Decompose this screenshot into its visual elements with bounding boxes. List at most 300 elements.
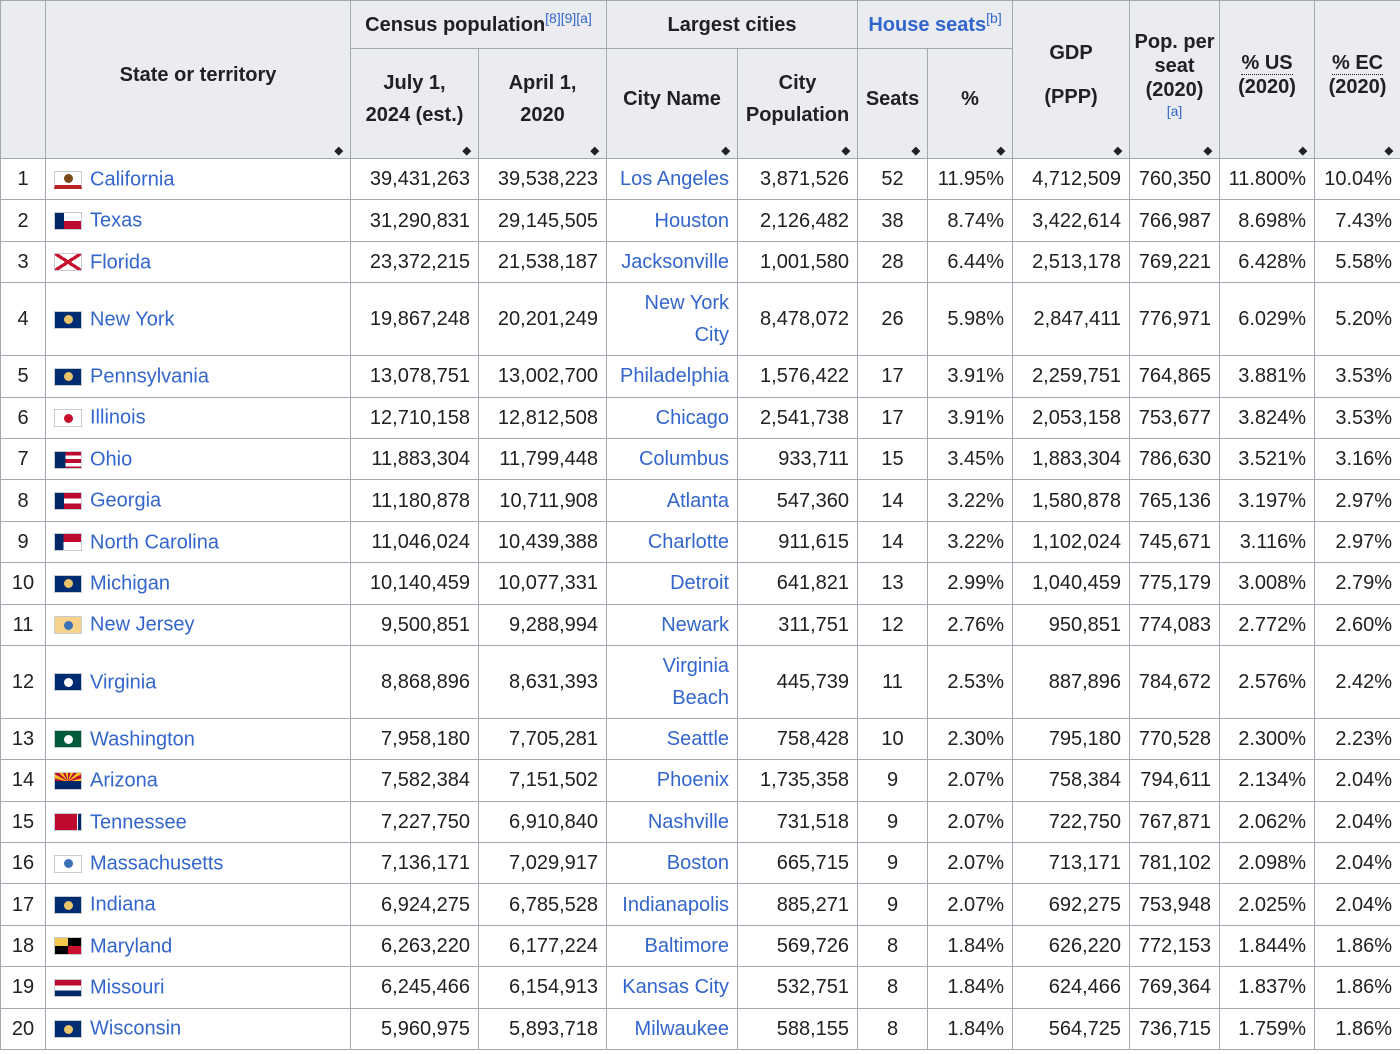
pop-2024-line1: July 1, (383, 71, 446, 94)
city-name-cell (607, 438, 738, 479)
sort-icon[interactable]: ◆ (462, 145, 471, 157)
pct-us-year: (2020) (1238, 75, 1296, 98)
seats-cell: 17 (858, 397, 928, 438)
pct-ec-cell: 2.04% (1315, 801, 1400, 842)
rank-cell: 1 (1, 159, 46, 200)
city-name-cell (607, 718, 738, 759)
city-population-cell: 588,155 (738, 1008, 858, 1049)
seats-header[interactable] (858, 49, 928, 159)
rank-cell: 19 (1, 967, 46, 1008)
city-link[interactable]: Houston (654, 209, 730, 232)
state-cell (46, 159, 351, 200)
state-cell (46, 200, 351, 241)
gdp-cell: 2,259,751 (1013, 356, 1130, 397)
pct-ec-cell: 2.04% (1315, 843, 1400, 884)
city-population-header[interactable] (738, 49, 858, 159)
gdp-cell: 713,171 (1013, 843, 1130, 884)
seats-cell: 28 (858, 241, 928, 282)
gdp-cell: 1,040,459 (1013, 563, 1130, 604)
pop-2024-cell: 7,958,180 (351, 718, 479, 759)
seats-cell: 15 (858, 438, 928, 479)
pop-2024-cell: 6,245,466 (351, 967, 479, 1008)
rank-cell: 17 (1, 884, 46, 925)
city-population-cell: 1,576,422 (738, 356, 858, 397)
pop-per-seat-cell: 776,971 (1130, 283, 1220, 356)
state-cell (46, 283, 351, 356)
state-cell (46, 356, 351, 397)
rank-cell: 3 (1, 241, 46, 282)
pct-ec-cell: 5.58% (1315, 241, 1400, 282)
table-row (1, 241, 1400, 282)
state-header[interactable] (46, 1, 351, 159)
gdp-cell: 2,053,158 (1013, 397, 1130, 438)
pct-ec-cell: 3.16% (1315, 438, 1400, 479)
pop-2020-cell: 10,077,331 (479, 563, 607, 604)
pct-us-cell: 8.698% (1220, 200, 1315, 241)
seats-pct-cell: 11.95% (928, 159, 1013, 200)
pct-us-cell: 1.759% (1220, 1008, 1315, 1049)
pop-2024-cell: 10,140,459 (351, 563, 479, 604)
city-link[interactable]: Nashville (647, 810, 730, 833)
pct-us-cell: 3.521% (1220, 438, 1315, 479)
city-link[interactable]: Baltimore (644, 935, 730, 958)
table-row (1, 283, 1400, 356)
state-cell (46, 1008, 351, 1049)
state-cell (46, 925, 351, 966)
pop-per-seat-cell: 794,611 (1130, 760, 1220, 801)
state-link[interactable]: Tennessee (90, 811, 187, 834)
table-row (1, 801, 1400, 842)
pct-us-cell: 3.824% (1220, 397, 1315, 438)
pct-us-cell: 2.576% (1220, 645, 1315, 718)
gdp-label-line2: (PPP) (1044, 85, 1098, 108)
arizona-flag-icon (54, 772, 82, 790)
state-cell (46, 801, 351, 842)
texas-flag-icon (54, 212, 82, 230)
pop-2020-cell: 13,002,700 (479, 356, 607, 397)
seats-cell: 11 (858, 645, 928, 718)
rank-cell: 20 (1, 1008, 46, 1049)
new-york-flag-icon (54, 311, 82, 329)
state-link[interactable]: Virginia (90, 671, 157, 694)
seats-pct-cell: 2.07% (928, 801, 1013, 842)
sort-icon[interactable]: ◆ (334, 145, 343, 157)
seats-pct-cell: 3.22% (928, 480, 1013, 521)
pop-2024-header[interactable] (351, 49, 479, 159)
city-link[interactable]: Jacksonville (621, 250, 730, 273)
city-name-cell (607, 356, 738, 397)
pop-2020-cell: 39,538,223 (479, 159, 607, 200)
pop-2024-cell: 13,078,751 (351, 356, 479, 397)
seats-pct-cell: 6.44% (928, 241, 1013, 282)
gdp-cell: 950,851 (1013, 604, 1130, 645)
state-link[interactable]: Massachusetts (90, 852, 224, 875)
city-link[interactable]: Newark (661, 613, 730, 636)
pct-us-cell: 3.197% (1220, 480, 1315, 521)
pop-per-seat-cell: 775,179 (1130, 563, 1220, 604)
city-population-cell: 311,751 (738, 604, 858, 645)
table-row (1, 563, 1400, 604)
pct-ec-cell: 1.86% (1315, 967, 1400, 1008)
state-link[interactable]: Ohio (90, 448, 133, 471)
city-link[interactable]: Phoenix (656, 769, 730, 792)
tennessee-flag-icon (54, 813, 82, 831)
pop-2020-line2: 2020 (520, 103, 565, 126)
gdp-cell: 4,712,509 (1013, 159, 1130, 200)
seats-pct-cell: 2.07% (928, 843, 1013, 884)
pop-2024-cell: 31,290,831 (351, 200, 479, 241)
rank-cell: 15 (1, 801, 46, 842)
city-name-cell (607, 1008, 738, 1049)
wisconsin-flag-icon (54, 1020, 82, 1038)
pop-2024-cell: 39,431,263 (351, 159, 479, 200)
city-population-cell: 3,871,526 (738, 159, 858, 200)
gdp-cell: 2,847,411 (1013, 283, 1130, 356)
pop-per-seat-cell: 736,715 (1130, 1008, 1220, 1049)
city-population-cell: 2,541,738 (738, 397, 858, 438)
seats-pct-cell: 2.99% (928, 563, 1013, 604)
pop-2024-line2: 2024 (est.) (365, 103, 464, 126)
gdp-cell: 3,422,614 (1013, 200, 1130, 241)
state-link[interactable]: North Carolina (90, 531, 219, 554)
city-population-cell: 547,360 (738, 480, 858, 521)
gdp-cell: 1,883,304 (1013, 438, 1130, 479)
state-link[interactable]: New York (90, 308, 175, 331)
city-name-cell (607, 200, 738, 241)
city-population-cell: 1,001,580 (738, 241, 858, 282)
gdp-cell: 758,384 (1013, 760, 1130, 801)
state-cell (46, 760, 351, 801)
pop-per-seat-cell: 765,136 (1130, 480, 1220, 521)
city-population-cell: 569,726 (738, 925, 858, 966)
pct-us-cell: 3.008% (1220, 563, 1315, 604)
pop-2020-cell: 21,538,187 (479, 241, 607, 282)
rank-cell: 7 (1, 438, 46, 479)
gdp-cell: 795,180 (1013, 718, 1130, 759)
pop-per-seat-cell: 772,153 (1130, 925, 1220, 966)
pct-us-cell: 1.837% (1220, 967, 1315, 1008)
pop-per-seat-cell: 753,948 (1130, 884, 1220, 925)
city-link[interactable]: Milwaukee (634, 1017, 730, 1040)
pop-2024-cell: 19,867,248 (351, 283, 479, 356)
pct-ec-cell: 2.79% (1315, 563, 1400, 604)
city-link[interactable]: Seattle (666, 728, 730, 751)
state-cell (46, 397, 351, 438)
pop-2020-cell: 6,177,224 (479, 925, 607, 966)
table-row (1, 1008, 1400, 1049)
pop-2020-line1: April 1, (508, 71, 577, 94)
pct-us-cell: 6.029% (1220, 283, 1315, 356)
table-row (1, 480, 1400, 521)
sort-icon[interactable]: ◆ (841, 145, 851, 157)
pct-ec-cell: 1.86% (1315, 925, 1400, 966)
pct-us-cell: 11.800% (1220, 159, 1315, 200)
seats-pct-cell: 3.91% (928, 397, 1013, 438)
city-link[interactable]: Virginia Beach (662, 654, 730, 709)
state-link[interactable]: Missouri (90, 976, 165, 999)
sort-icon[interactable]: ◆ (590, 145, 600, 157)
seats-cell: 10 (858, 718, 928, 759)
ohio-flag-icon (54, 451, 82, 469)
table-row (1, 397, 1400, 438)
state-link[interactable]: Michigan (90, 572, 171, 595)
pop-2024-cell: 11,180,878 (351, 480, 479, 521)
new-jersey-flag-icon (54, 616, 82, 634)
sort-icon[interactable]: ◆ (721, 145, 731, 157)
house-seats-ref-link[interactable]: [b] (986, 9, 1002, 26)
pct-ec-cell: 3.53% (1315, 397, 1400, 438)
pop-2024-cell: 6,924,275 (351, 884, 479, 925)
city-name-cell (607, 843, 738, 884)
pop-2020-cell: 9,288,994 (479, 604, 607, 645)
seats-pct-cell: 1.84% (928, 967, 1013, 1008)
city-population-cell: 532,751 (738, 967, 858, 1008)
pop-2024-cell: 5,960,975 (351, 1008, 479, 1049)
table-row (1, 925, 1400, 966)
pop-per-seat-cell: 781,102 (1130, 843, 1220, 884)
pct-us-cell: 2.134% (1220, 760, 1315, 801)
sort-icon[interactable]: ◆ (1384, 145, 1394, 157)
gdp-cell: 887,896 (1013, 645, 1130, 718)
city-link[interactable]: Kansas City (622, 976, 730, 999)
seats-pct-cell: 2.07% (928, 884, 1013, 925)
washington-flag-icon (54, 730, 82, 748)
pct-us-cell: 2.772% (1220, 604, 1315, 645)
georgia-flag-icon (54, 492, 82, 510)
city-link[interactable]: Charlotte (647, 530, 730, 553)
pop-per-seat-header[interactable] (1130, 1, 1220, 159)
pct-ec-cell: 1.86% (1315, 1008, 1400, 1049)
pop-2020-cell: 6,785,528 (479, 884, 607, 925)
gdp-cell: 2,513,178 (1013, 241, 1130, 282)
seats-cell: 9 (858, 760, 928, 801)
pop-2020-cell: 6,910,840 (479, 801, 607, 842)
massachusetts-flag-icon (54, 855, 82, 873)
city-population-cell: 2,126,482 (738, 200, 858, 241)
city-population-cell: 911,615 (738, 521, 858, 562)
pop-2020-cell: 20,201,249 (479, 283, 607, 356)
city-link[interactable]: Los Angeles (620, 168, 730, 191)
house-seats-link[interactable]: House seats (868, 13, 987, 36)
rank-cell: 16 (1, 843, 46, 884)
city-name-cell (607, 283, 738, 356)
table-row (1, 718, 1400, 759)
state-link[interactable]: Florida (90, 251, 152, 274)
seats-cell: 17 (858, 356, 928, 397)
state-link[interactable]: Georgia (90, 489, 162, 512)
city-population-cell: 885,271 (738, 884, 858, 925)
pct-ec-cell: 2.42% (1315, 645, 1400, 718)
table-row (1, 967, 1400, 1008)
rank-cell: 10 (1, 563, 46, 604)
city-pop-line1: City (778, 71, 817, 94)
virginia-flag-icon (54, 673, 82, 691)
illinois-flag-icon (54, 409, 82, 427)
gdp-cell: 564,725 (1013, 1008, 1130, 1049)
seats-cell: 9 (858, 843, 928, 884)
michigan-flag-icon (54, 575, 82, 593)
pct-us-cell: 1.844% (1220, 925, 1315, 966)
state-cell (46, 604, 351, 645)
pct-us-cell: 2.025% (1220, 884, 1315, 925)
maryland-flag-icon (54, 937, 82, 955)
state-cell (46, 521, 351, 562)
city-population-cell: 758,428 (738, 718, 858, 759)
rank-cell: 11 (1, 604, 46, 645)
seats-pct-cell: 1.84% (928, 1008, 1013, 1049)
largest-cities-header (607, 1, 858, 49)
state-link[interactable]: Indiana (90, 894, 156, 917)
rank-cell: 4 (1, 283, 46, 356)
pop-2024-cell: 9,500,851 (351, 604, 479, 645)
rank-cell: 6 (1, 397, 46, 438)
city-population-cell: 641,821 (738, 563, 858, 604)
state-link[interactable]: Washington (90, 728, 195, 751)
seats-cell: 13 (858, 563, 928, 604)
pct-ec-cell: 7.43% (1315, 200, 1400, 241)
pct-ec-cell: 2.04% (1315, 760, 1400, 801)
state-link[interactable]: Arizona (90, 769, 158, 792)
state-link[interactable]: Pennsylvania (90, 365, 209, 388)
city-name-cell (607, 563, 738, 604)
pop-2024-cell: 12,710,158 (351, 397, 479, 438)
pop-2024-cell: 23,372,215 (351, 241, 479, 282)
seats-pct-cell: 2.07% (928, 760, 1013, 801)
city-link[interactable]: Boston (666, 852, 730, 875)
missouri-flag-icon (54, 979, 82, 997)
pct-ec-header[interactable] (1315, 1, 1400, 159)
pop-per-seat-label: Pop. per seat (2020) (1134, 30, 1215, 101)
pop-per-seat-cell: 786,630 (1130, 438, 1220, 479)
city-population-cell: 665,715 (738, 843, 858, 884)
rank-cell: 14 (1, 760, 46, 801)
state-link[interactable]: Texas (90, 209, 143, 232)
city-name-cell (607, 967, 738, 1008)
pct-ec-cell: 3.53% (1315, 356, 1400, 397)
sort-icon[interactable]: ◆ (1203, 145, 1213, 157)
state-link[interactable]: Illinois (90, 407, 146, 430)
pop-per-seat-ref-link[interactable]: [a] (1166, 102, 1183, 119)
state-cell (46, 480, 351, 521)
seats-cell: 52 (858, 159, 928, 200)
table-row (1, 438, 1400, 479)
pct-ec-cell: 2.97% (1315, 521, 1400, 562)
census-population-label: Census population (365, 13, 546, 36)
rank-cell: 8 (1, 480, 46, 521)
pop-2024-cell: 6,263,220 (351, 925, 479, 966)
pop-2024-cell: 7,582,384 (351, 760, 479, 801)
pennsylvania-flag-icon (54, 368, 82, 386)
city-name-header[interactable] (607, 49, 738, 159)
city-link[interactable]: Columbus (638, 448, 730, 471)
pop-2024-cell: 8,868,896 (351, 645, 479, 718)
city-link[interactable]: Indianapolis (622, 893, 730, 916)
gdp-cell: 692,275 (1013, 884, 1130, 925)
city-population-cell: 933,711 (738, 438, 858, 479)
pct-ec-cell: 5.20% (1315, 283, 1400, 356)
pct-us-label: % US (1241, 51, 1293, 74)
state-cell (46, 241, 351, 282)
city-link[interactable]: Atlanta (666, 489, 730, 512)
state-cell (46, 438, 351, 479)
seats-pct-label: % (961, 87, 979, 110)
pop-2020-cell: 10,711,908 (479, 480, 607, 521)
seats-cell: 12 (858, 604, 928, 645)
pct-ec-cell: 2.60% (1315, 604, 1400, 645)
pop-per-seat-cell: 769,221 (1130, 241, 1220, 282)
state-cell (46, 884, 351, 925)
table-row (1, 645, 1400, 718)
state-link[interactable]: California (90, 168, 175, 191)
pop-2020-header[interactable] (479, 49, 607, 159)
pop-2024-cell: 7,136,171 (351, 843, 479, 884)
pct-us-cell: 3.881% (1220, 356, 1315, 397)
seats-cell: 8 (858, 967, 928, 1008)
seats-pct-cell: 2.76% (928, 604, 1013, 645)
city-name-cell (607, 521, 738, 562)
rank-cell: 18 (1, 925, 46, 966)
gdp-cell: 722,750 (1013, 801, 1130, 842)
pop-2020-cell: 7,151,502 (479, 760, 607, 801)
city-link[interactable]: New York City (644, 292, 730, 347)
pop-2020-cell: 7,705,281 (479, 718, 607, 759)
pop-2024-cell: 7,227,750 (351, 801, 479, 842)
pop-per-seat-cell: 767,871 (1130, 801, 1220, 842)
gdp-cell: 626,220 (1013, 925, 1130, 966)
seats-cell: 14 (858, 521, 928, 562)
pop-2020-cell: 6,154,913 (479, 967, 607, 1008)
state-cell (46, 645, 351, 718)
table-row (1, 884, 1400, 925)
largest-cities-label: Largest cities (667, 13, 797, 36)
state-link[interactable]: New Jersey (90, 614, 195, 637)
sort-icon[interactable]: ◆ (911, 145, 921, 157)
pop-2020-cell: 7,029,917 (479, 843, 607, 884)
table-row (1, 521, 1400, 562)
state-link[interactable]: Maryland (90, 935, 173, 958)
pop-per-seat-cell: 770,528 (1130, 718, 1220, 759)
pct-us-cell: 6.428% (1220, 241, 1315, 282)
pct-ec-cell: 2.23% (1315, 718, 1400, 759)
rank-cell: 5 (1, 356, 46, 397)
city-population-cell: 731,518 (738, 801, 858, 842)
rank-header (1, 1, 46, 159)
city-link[interactable]: Chicago (655, 406, 730, 429)
pct-us-cell: 2.300% (1220, 718, 1315, 759)
pop-per-seat-cell: 766,987 (1130, 200, 1220, 241)
seats-pct-header[interactable] (928, 49, 1013, 159)
city-name-label: City Name (623, 87, 721, 110)
gdp-label-line1: GDP (1049, 41, 1093, 64)
sort-icon[interactable]: ◆ (996, 145, 1006, 157)
pct-ec-year: (2020) (1328, 75, 1387, 98)
house-seats-header (858, 1, 1013, 49)
sort-icon[interactable]: ◆ (1113, 145, 1123, 157)
pct-us-header[interactable] (1220, 1, 1315, 159)
census-refs-link[interactable]: [8][9][a] (545, 9, 592, 26)
state-link[interactable]: Wisconsin (90, 1018, 182, 1041)
table-row (1, 760, 1400, 801)
city-name-cell (607, 925, 738, 966)
florida-flag-icon (54, 253, 82, 271)
sort-icon[interactable]: ◆ (1298, 145, 1308, 157)
city-link[interactable]: Philadelphia (620, 365, 730, 388)
state-header-label: State or territory (119, 63, 277, 86)
table-row (1, 604, 1400, 645)
city-link[interactable]: Detroit (670, 572, 730, 595)
seats-label: Seats (865, 87, 920, 110)
gdp-header[interactable] (1013, 1, 1130, 159)
